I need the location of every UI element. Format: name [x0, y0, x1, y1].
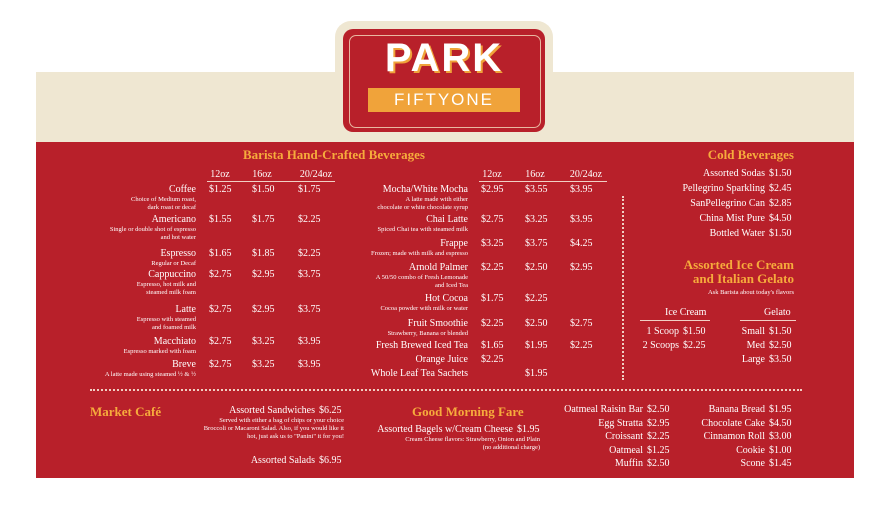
- barista-item-desc: Strawberry, Banana or blended: [387, 330, 468, 337]
- morning-title: Good Morning Fare: [412, 404, 524, 419]
- barista-item-desc: dark roast or decaf: [147, 203, 196, 211]
- barista-item-price: $1.65: [209, 248, 232, 259]
- barista-item-desc: A latte made using steamed ½ & ½: [104, 371, 196, 378]
- bakery-item-price: $1.45: [769, 458, 792, 469]
- salads-name: Assorted Salads: [250, 455, 315, 466]
- barista-item-price: $2.25: [481, 318, 504, 329]
- size-underline: [207, 181, 335, 182]
- barista-item-price: $2.95: [252, 269, 275, 280]
- barista-item-price: $2.75: [481, 214, 504, 225]
- bakery-item-name: Egg Stratta: [598, 417, 643, 429]
- barista-item-desc: Espresso marked with foam: [123, 348, 196, 355]
- size-underline: [479, 181, 607, 182]
- bakery-item-name: Chocolate Cake: [701, 417, 765, 429]
- market-title: Market Café: [90, 404, 162, 419]
- bakery-item-name: Scone: [740, 458, 765, 469]
- cold-item-price: $2.45: [769, 183, 792, 194]
- ice-item-name: 2 Scoops: [642, 340, 679, 351]
- barista-item-name: Macchiato: [153, 336, 196, 347]
- bakery-item-price: $2.50: [647, 404, 670, 415]
- cold-item-name: Bottled Water: [709, 228, 765, 239]
- logo-fiftyone-text: FIFTYONE: [368, 88, 520, 112]
- bakery-item-price: $1.95: [769, 404, 792, 415]
- barista-item-desc: chocolate or white chocolate syrup: [377, 203, 468, 211]
- barista-item-price: $2.25: [481, 354, 504, 365]
- cold-item-name: Pellegrino Sparkling: [682, 183, 765, 194]
- barista-item-price: $3.75: [298, 269, 321, 280]
- ice-item-price: $1.50: [683, 326, 706, 337]
- logo-park-text: PARK: [384, 36, 504, 80]
- cold-item-name: China Mist Pure: [699, 213, 765, 224]
- barista-item-price: $1.25: [209, 184, 232, 195]
- bakery-item-price: $2.50: [647, 458, 670, 469]
- barista-item-price: $1.85: [252, 248, 275, 259]
- cold-item-price: $4.50: [769, 213, 792, 224]
- cold-item-price: $2.85: [769, 198, 792, 209]
- barista-item-desc: and hot water: [160, 233, 196, 241]
- bagels-price: $1.95: [517, 424, 540, 435]
- barista-item-desc: Espresso with steamed: [136, 316, 196, 323]
- barista-item-name: Coffee: [168, 184, 196, 195]
- barista-item-name: Arnold Palmer: [408, 262, 468, 273]
- barista-item-price: $2.50: [525, 262, 548, 273]
- barista-item-price: $2.95: [252, 304, 275, 315]
- barista-item-price: $2.25: [298, 248, 321, 259]
- barista-item-desc: Single or double shot of espresso: [109, 226, 196, 233]
- bakery-item-name: Oatmeal: [609, 444, 643, 456]
- barista-item-name: Frappe: [440, 238, 468, 249]
- size-header: 16oz: [252, 169, 272, 180]
- gelato-item-price: $3.50: [769, 354, 792, 365]
- ice-note: Ask Barista about today's flavors: [707, 289, 794, 296]
- barista-item-name: Hot Cocoa: [424, 293, 468, 304]
- bakery-item-name: Oatmeal Raisin Bar: [564, 404, 643, 415]
- bakery-item-price: $2.95: [647, 417, 670, 429]
- gelato-header: Gelato: [764, 307, 791, 318]
- barista-item-price: $3.75: [298, 304, 321, 315]
- bakery-item-price: $3.00: [769, 431, 792, 442]
- barista-item-name: Espresso: [160, 248, 196, 259]
- barista-item-price: $3.75: [525, 238, 548, 249]
- barista-item-name: Americano: [151, 214, 196, 225]
- barista-item-price: $2.75: [209, 269, 232, 280]
- logo-tagline: DRINK • FOOD • FRIENDS: [371, 119, 517, 130]
- bakery-item-price: $1.00: [769, 444, 792, 456]
- barista-item-price: $3.95: [298, 336, 321, 347]
- barista-item-price: $4.25: [570, 238, 593, 249]
- barista-item-name: Mocha/White Mocha: [382, 184, 468, 195]
- bagels-name: Assorted Bagels w/Cream Cheese: [377, 424, 513, 435]
- bagels-desc: (no additional charge): [482, 443, 540, 451]
- size-header: 12oz: [210, 169, 230, 180]
- sandwiches-desc: Broccoli or Macaroni Salad. Also, if you would like it: [203, 424, 344, 432]
- barista-item-price: $1.75: [298, 184, 321, 195]
- bagels-desc: Cream Cheese flavors: Strawberry, Onion and Plain: [405, 436, 540, 443]
- cold-item-price: $1.50: [769, 228, 792, 239]
- size-header: 20/24oz: [569, 169, 603, 180]
- barista-title: Barista Hand-Crafted Beverages: [243, 147, 425, 162]
- gelato-item-price: $1.50: [769, 326, 792, 337]
- barista-item-name: Chai Latte: [426, 214, 468, 225]
- barista-item-desc: Regular or Decaf: [151, 260, 196, 267]
- cold-item-name: Assorted Sodas: [703, 168, 765, 179]
- barista-item-price: $2.25: [525, 293, 548, 304]
- barista-item-name: Breve: [172, 359, 196, 370]
- barista-item-desc: A 50/50 combo of Fresh Lemonade: [375, 274, 468, 281]
- ice-title: Assorted Ice Cream: [683, 257, 794, 272]
- barista-item-price: $3.95: [570, 214, 593, 225]
- barista-item-price: $3.25: [481, 238, 504, 249]
- ice-item-name: 1 Scoop: [646, 326, 679, 337]
- bakery-item-name: Cinnamon Roll: [703, 431, 765, 442]
- barista-item-price: $1.65: [481, 340, 504, 351]
- barista-item-desc: and Iced Tea: [435, 281, 468, 289]
- gelato-item-price: $2.50: [769, 340, 792, 351]
- ice-underline: [640, 320, 710, 321]
- barista-item-price: $2.75: [570, 318, 593, 329]
- size-header: 20/24oz: [299, 169, 333, 180]
- ice-cream-header: Ice Cream: [665, 307, 707, 318]
- barista-item-price: $3.55: [525, 184, 548, 195]
- bakery-item-name: Muffin: [614, 458, 643, 469]
- cold-item-name: SanPellegrino Can: [690, 198, 765, 209]
- sandwiches-name: Assorted Sandwiches: [229, 405, 315, 416]
- barista-item-name: Orange Juice: [415, 354, 468, 365]
- sandwiches-desc: hot, just ask us to "Panini" it for you!: [247, 432, 344, 440]
- barista-item-name: Whole Leaf Tea Sachets: [370, 368, 468, 379]
- barista-item-price: $2.95: [570, 262, 593, 273]
- ice-title: and Italian Gelato: [692, 271, 794, 286]
- barista-item-price: $2.50: [525, 318, 548, 329]
- size-header: 12oz: [482, 169, 502, 180]
- bakery-item-price: $2.25: [647, 431, 670, 442]
- barista-item-price: $2.75: [209, 336, 232, 347]
- salads-price: $6.95: [319, 455, 342, 466]
- sandwiches-desc: Served with either a bag of chips or your choice: [219, 417, 344, 424]
- barista-item-desc: Cocoa powder with milk or water: [380, 305, 468, 312]
- ice-item-price: $2.25: [683, 340, 706, 351]
- sandwiches-price: $6.25: [319, 405, 342, 416]
- barista-item-price: $1.50: [252, 184, 275, 195]
- gelato-underline: [740, 320, 796, 321]
- barista-item-price: $2.75: [209, 304, 232, 315]
- barista-item-name: Latte: [175, 304, 196, 315]
- cold-title: Cold Beverages: [707, 147, 794, 162]
- barista-item-desc: A latte made with either: [405, 196, 468, 203]
- barista-item-desc: Choice of Medium roast,: [131, 196, 196, 203]
- barista-item-price: $3.25: [525, 214, 548, 225]
- barista-item-price: $2.25: [570, 340, 593, 351]
- gelato-item-name: Med: [746, 340, 765, 351]
- horizontal-divider: [90, 389, 802, 391]
- vertical-divider: [622, 196, 624, 380]
- barista-item-desc: Frozen; made with milk and espresso: [371, 250, 468, 257]
- bakery-item-price: $4.50: [769, 417, 792, 429]
- barista-item-price: $3.95: [570, 184, 593, 195]
- barista-item-price: $1.95: [525, 368, 548, 379]
- barista-item-desc: Spiced Chai tea with steamed milk: [377, 226, 468, 233]
- barista-item-price: $2.95: [481, 184, 504, 195]
- bakery-item-name: Cookie: [736, 444, 765, 456]
- barista-item-price: $2.75: [209, 359, 232, 370]
- gelato-item-name: Large: [741, 354, 765, 365]
- barista-item-name: Cappuccino: [148, 269, 196, 280]
- barista-item-price: $3.95: [298, 359, 321, 370]
- barista-item-price: $3.25: [252, 336, 275, 347]
- size-header: 16oz: [525, 169, 545, 180]
- barista-item-name: Fresh Brewed Iced Tea: [375, 340, 468, 351]
- barista-item-desc: steamed milk foam: [146, 288, 196, 296]
- bakery-item-price: $1.25: [647, 444, 670, 456]
- barista-item-name: Fruit Smoothie: [407, 318, 468, 329]
- barista-item-desc: and foamed milk: [151, 323, 196, 331]
- bakery-item-name: Banana Bread: [708, 404, 765, 415]
- cold-item-price: $1.50: [769, 168, 792, 179]
- barista-item-price: $1.75: [481, 293, 504, 304]
- bakery-item-name: Croissant: [605, 431, 643, 442]
- barista-item-price: $1.95: [525, 340, 548, 351]
- barista-item-price: $2.25: [298, 214, 321, 225]
- barista-item-price: $2.25: [481, 262, 504, 273]
- barista-item-price: $1.75: [252, 214, 275, 225]
- barista-item-price: $1.55: [209, 214, 232, 225]
- barista-item-price: $3.25: [252, 359, 275, 370]
- gelato-item-name: Small: [741, 326, 765, 337]
- barista-item-desc: Espresso, hot milk and: [136, 281, 196, 288]
